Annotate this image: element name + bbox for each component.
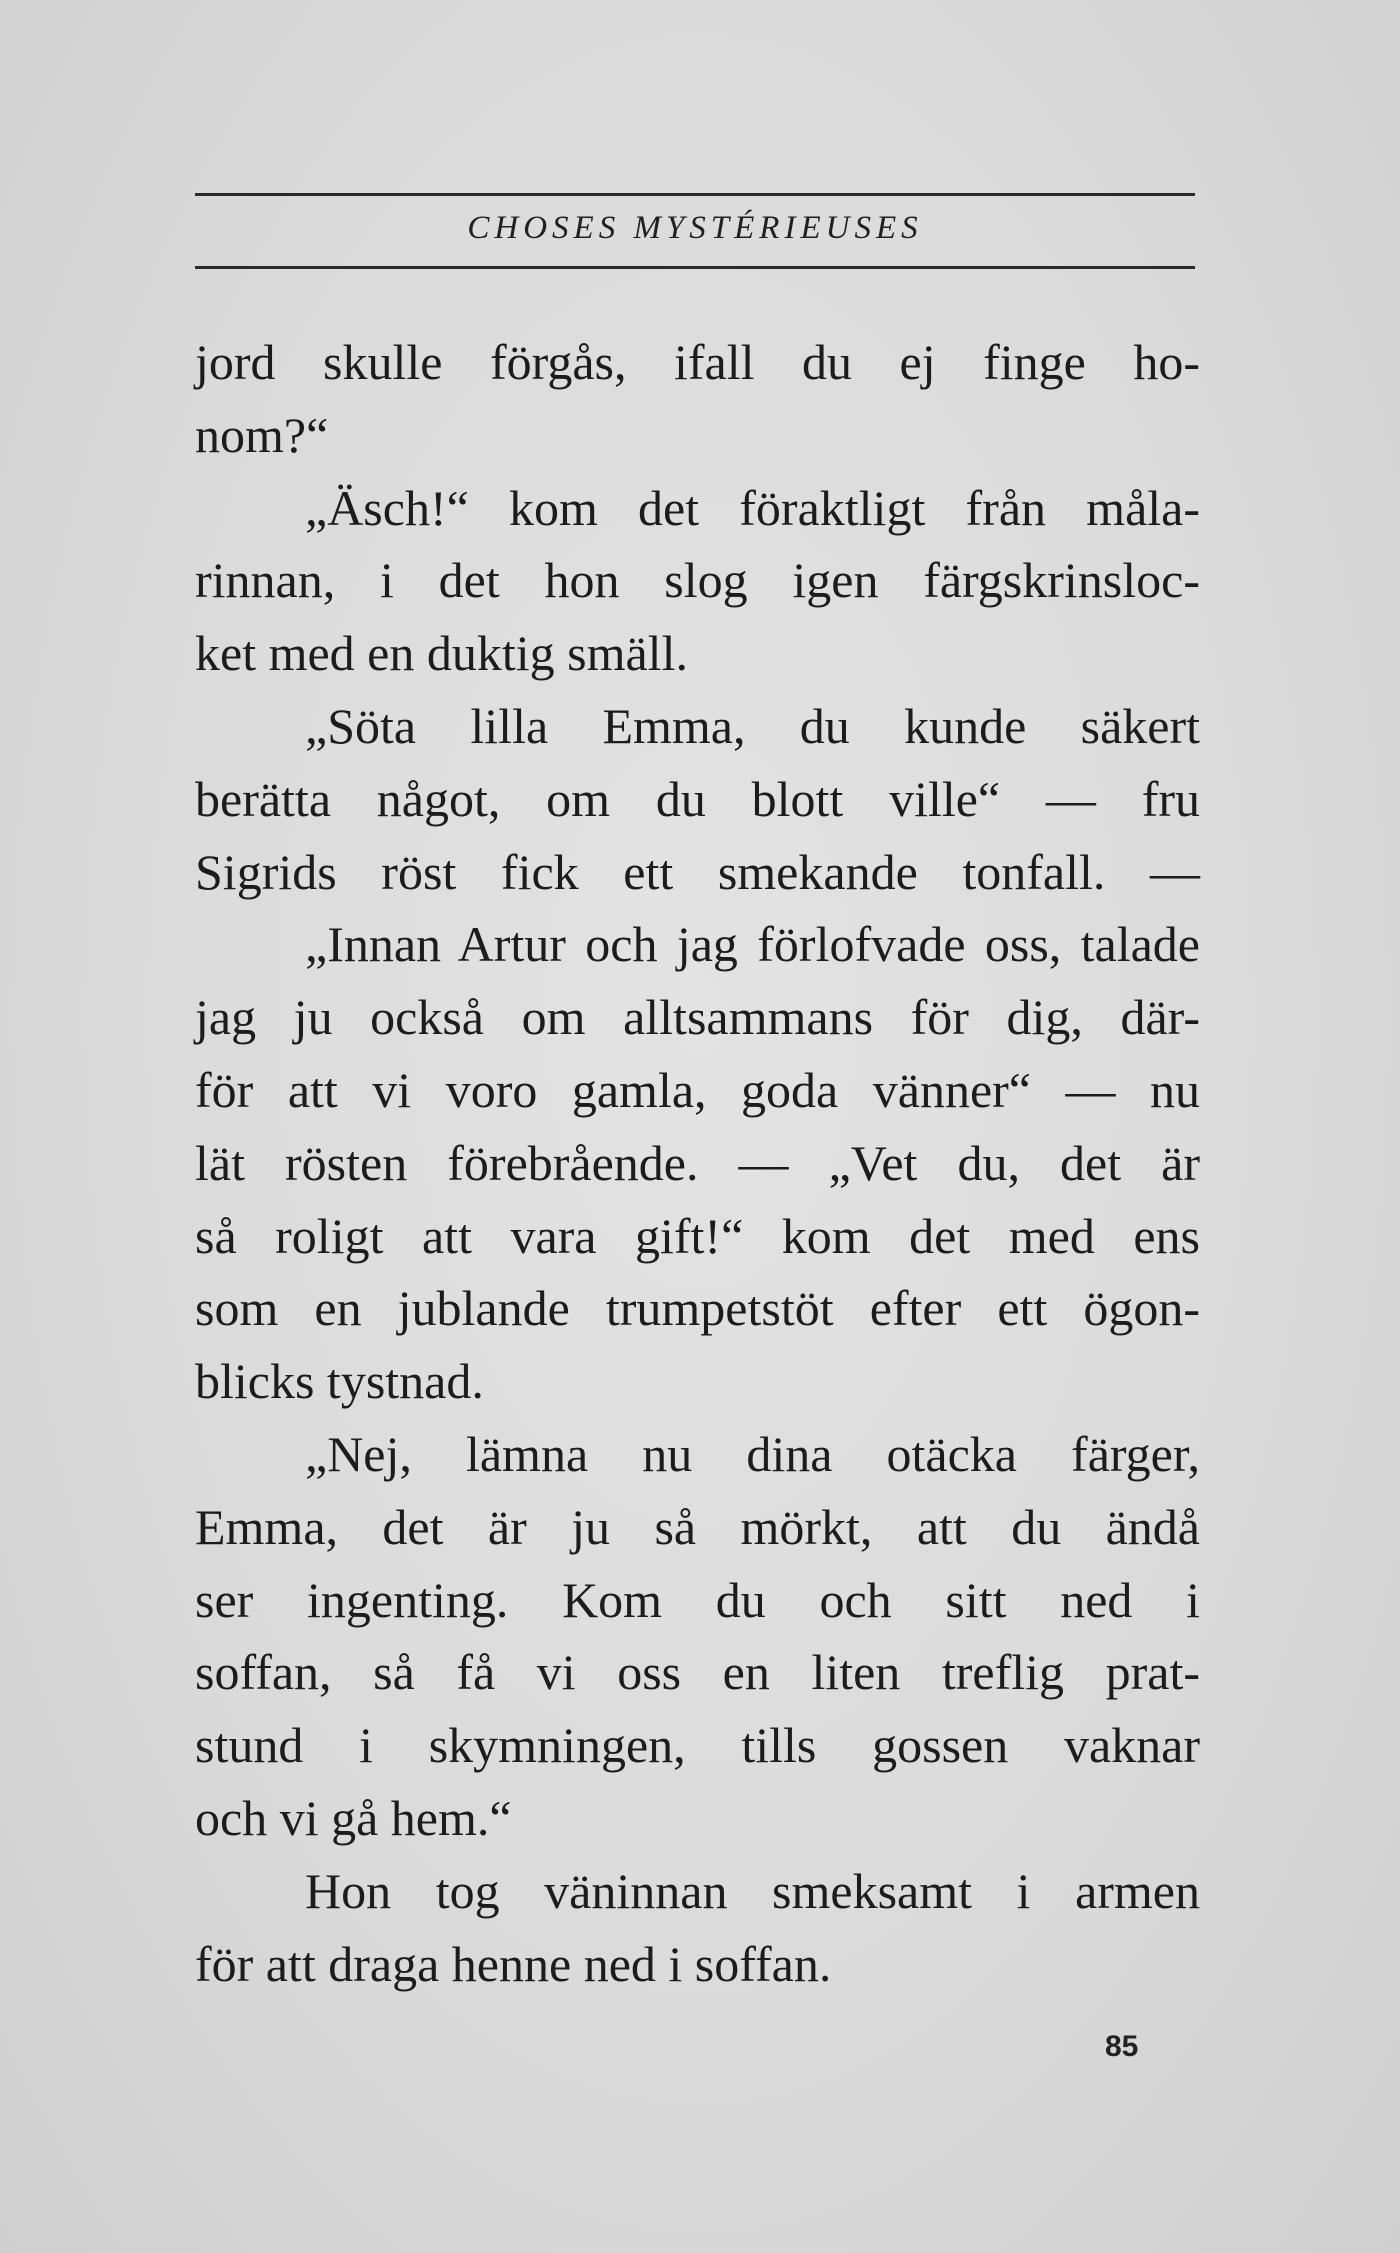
text-line: jord skulle förgås, ifall du ej finge ho- [195, 334, 1200, 390]
text-line: för att draga henne ned i soffan. [195, 1935, 832, 1992]
header-rule-top [195, 193, 1195, 196]
text-line: ser ingenting. Kom du och sitt ned i [195, 1571, 1200, 1628]
text-line: jag ju också om alltsammans för dig, där- [195, 989, 1200, 1046]
body-text [195, 326, 1200, 2000]
text-line: Emma, det är ju så mörkt, att du ändå [195, 1498, 1200, 1555]
text-line: soffan, så få vi oss en liten treflig prat- [195, 1644, 1200, 1701]
text-line: „Äsch!“ kom det föraktligt från måla- [305, 479, 1200, 536]
text-line: lät rösten förebrående. — „Vet du, det är [195, 1134, 1200, 1191]
text-line: för att vi voro gamla, goda vänner“ — nu [195, 1061, 1200, 1118]
text-line: berätta något, om du blott ville“ — fru [195, 770, 1200, 827]
text-line: nom?“ [195, 406, 329, 463]
text-line: blicks tystnad. [195, 1353, 484, 1410]
text-line: „Nej, lämna nu dina otäcka färger, [305, 1425, 1200, 1482]
text-line: Sigrids röst fick ett smekande tonfall. — [195, 843, 1200, 900]
text-line: Hon tog väninnan smeksamt i armen [305, 1862, 1200, 1919]
running-head: CHOSES MYSTÉRIEUSES [467, 210, 923, 246]
text-line: rinnan, i det hon slog igen färgskrinsloc- [195, 552, 1200, 609]
text-line: som en jublande trumpetstöt efter ett ögon- [195, 1280, 1200, 1337]
text-line: stund i skymningen, tills gossen vaknar [195, 1717, 1200, 1774]
text-line: „Innan Artur och jag förlofvade oss, talade [305, 916, 1200, 973]
header-rule-bottom [195, 266, 1195, 269]
text-line: ket med en duktig smäll. [195, 625, 688, 682]
text-line: „Söta lilla Emma, du kunde säkert [305, 697, 1200, 754]
text-line: och vi gå hem.“ [195, 1789, 512, 1846]
page-number: 85 [1105, 2030, 1139, 2063]
text-line: så roligt att vara gift!“ kom det med ens [195, 1207, 1200, 1264]
